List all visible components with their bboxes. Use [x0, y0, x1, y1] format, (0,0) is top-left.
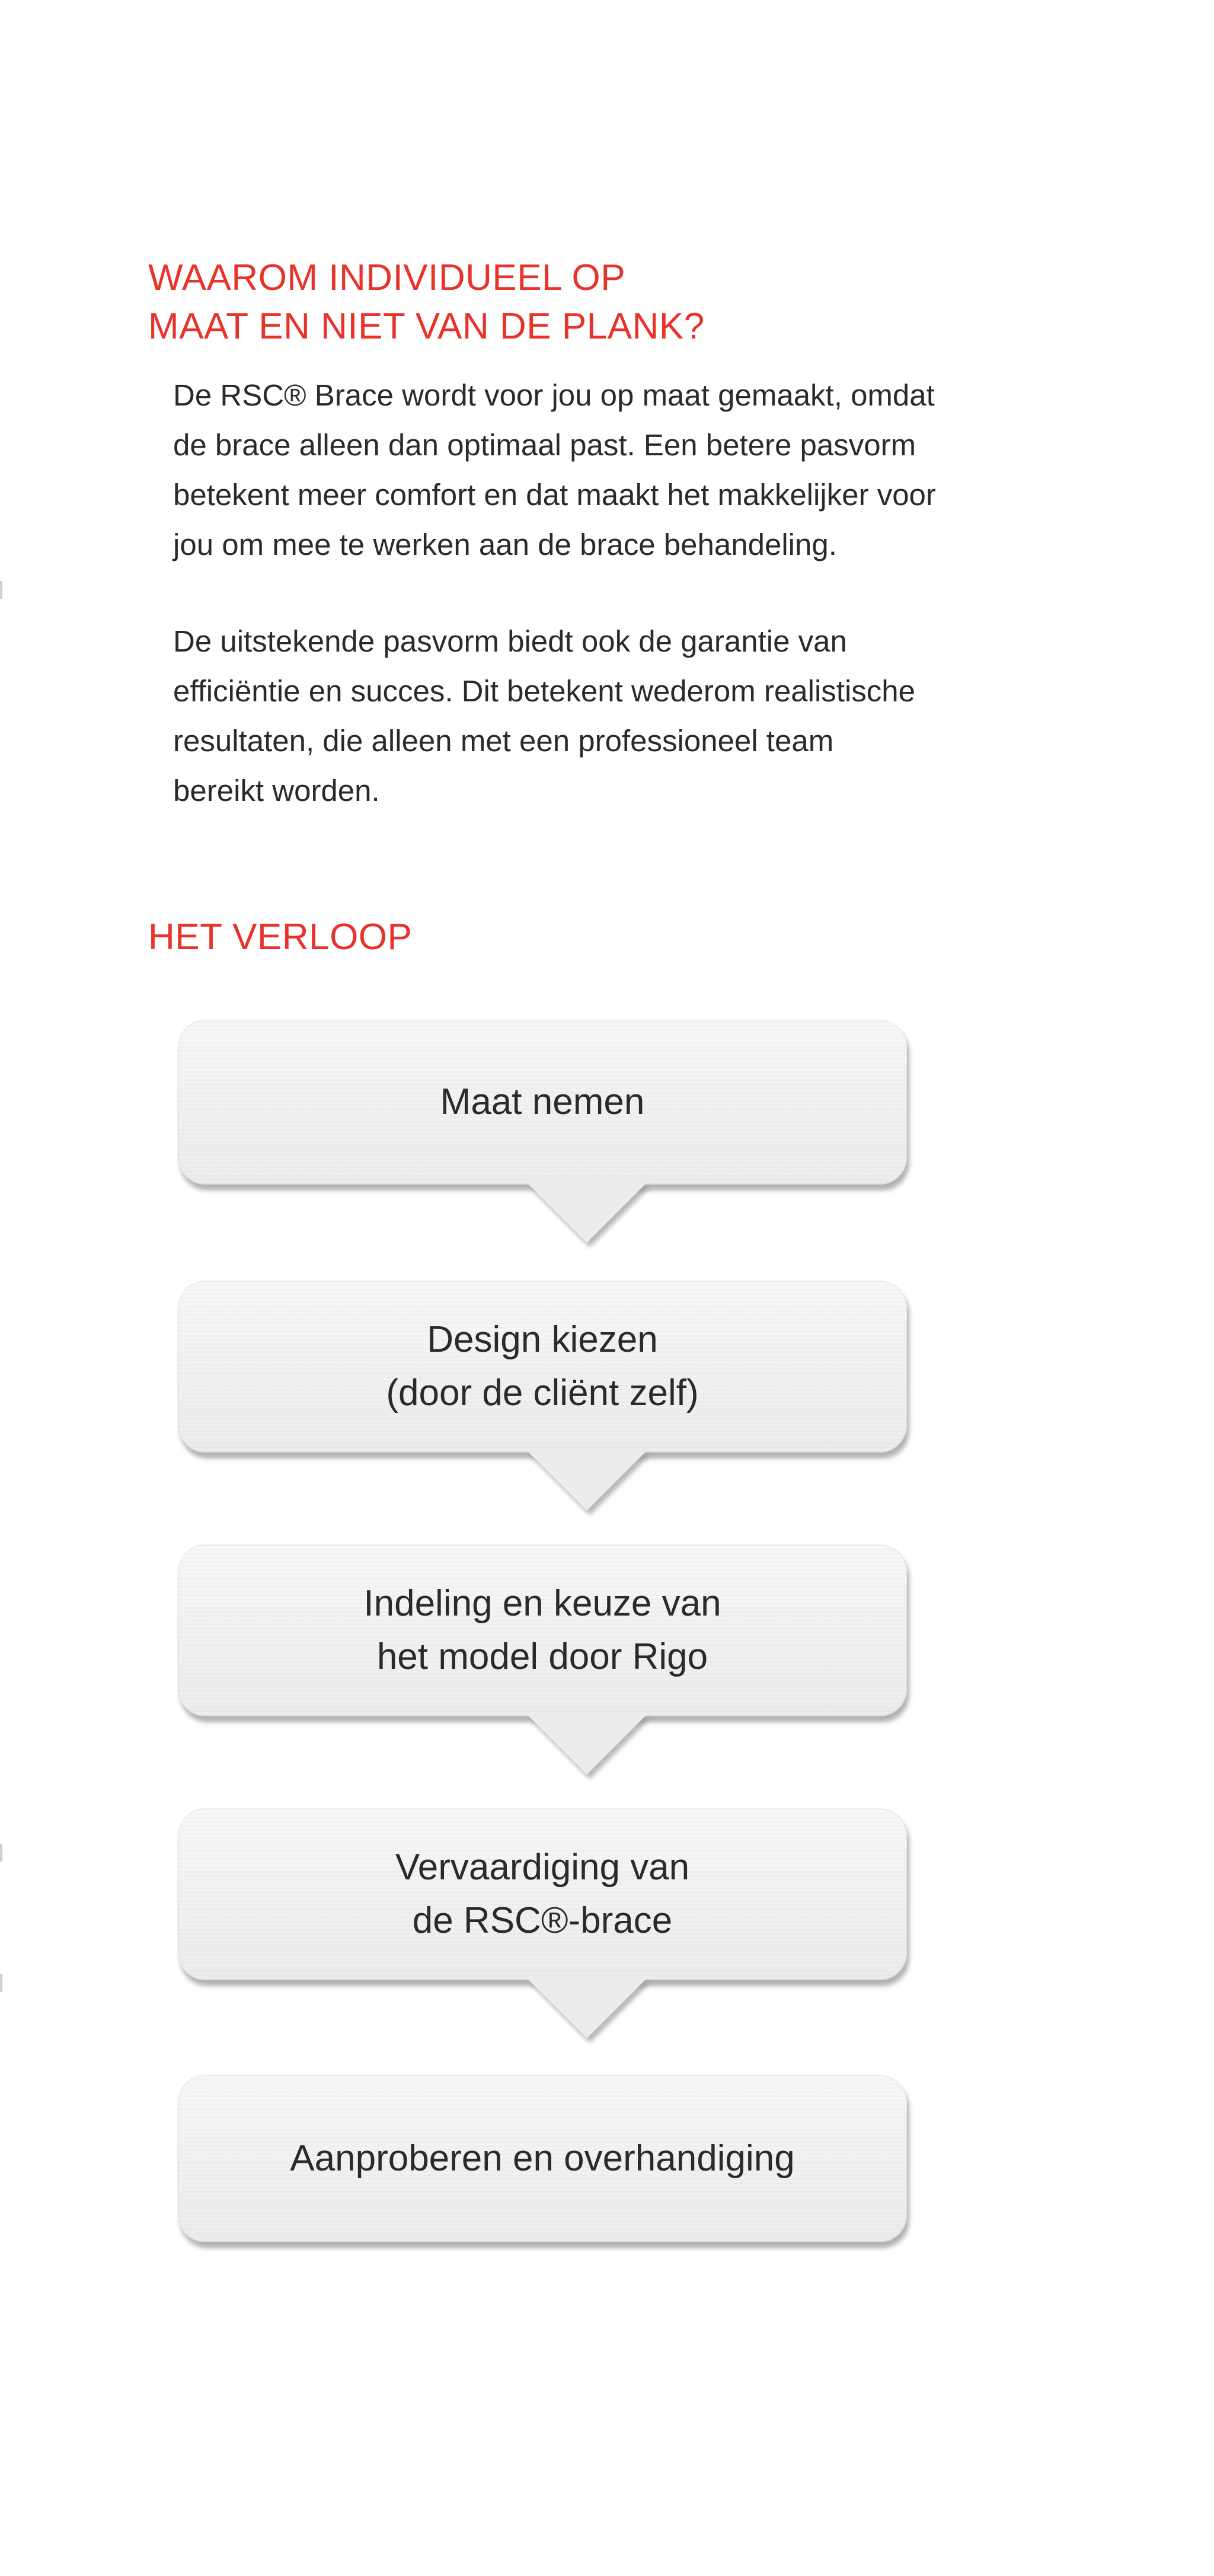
- arrow-down-icon: [528, 1451, 646, 1511]
- heading-why-custom: [148, 254, 705, 351]
- step-label-line: Indeling en keuze van: [363, 1583, 721, 1624]
- step-bubble: [178, 1020, 907, 1185]
- step-bubble: [178, 1544, 907, 1716]
- paragraph-line: betekent meer comfort en dat maakt het makkelijker voor: [173, 478, 936, 512]
- process-step-model-selection: [178, 1544, 907, 1716]
- step-bubble: [178, 2075, 907, 2242]
- step-label: [395, 1841, 689, 1948]
- step-label-line: het model door Rigo: [376, 1636, 708, 1677]
- step-label-line: Vervaardiging van: [395, 1847, 690, 1888]
- heading-line: MAAT EN NIET VAN DE PLANK?: [148, 306, 705, 347]
- arrow-down-icon: [528, 1715, 646, 1774]
- process-step-design: [178, 1281, 907, 1453]
- paragraph-line: efficiëntie en succes. Dit betekent wederom realistische: [173, 674, 916, 708]
- paragraph-custom-fit: [173, 371, 1098, 570]
- step-label-line: Maat nemen: [440, 1081, 645, 1122]
- process-step-fitting: [178, 2075, 907, 2242]
- step-label-line: (door de cliënt zelf): [386, 1372, 699, 1413]
- paragraph-line: De RSC® Brace wordt voor jou op maat gemaakt, omdat: [173, 378, 935, 412]
- paragraph-efficiency: [173, 617, 1098, 816]
- scan-edge-mark: [0, 581, 2, 599]
- step-label-line: Design kiezen: [427, 1319, 658, 1360]
- arrow-down-icon: [528, 1183, 646, 1243]
- step-label-line: de RSC®-brace: [412, 1900, 673, 1941]
- process-step-measuring: [178, 1020, 907, 1185]
- step-label: [363, 1577, 721, 1684]
- arrow-down-icon: [528, 1979, 646, 2038]
- step-bubble: [178, 1281, 907, 1453]
- paragraph-line: resultaten, die alleen met een professioneel team: [173, 724, 834, 758]
- step-label: [386, 1313, 698, 1420]
- paragraph-line: de brace alleen dan optimaal past. Een betere pasvorm: [173, 428, 916, 462]
- paragraph-line: jou om mee te werken aan de brace behandeling.: [173, 528, 837, 561]
- heading-line: WAAROM INDIVIDUEEL OP: [148, 257, 626, 298]
- paragraph-line: De uitstekende pasvorm biedt ook de garantie van: [173, 624, 847, 658]
- paragraph-line: bereikt worden.: [173, 774, 380, 807]
- step-label: [440, 1075, 645, 1129]
- step-label-line: Aanproberen en overhandiging: [290, 2138, 795, 2179]
- process-step-manufacturing: [178, 1808, 907, 1980]
- scan-edge-mark: [0, 1844, 2, 1862]
- heading-process: HET VERLOOP: [148, 917, 413, 957]
- scan-edge-mark: [0, 1974, 2, 1992]
- step-bubble: [178, 1808, 907, 1980]
- step-label: [290, 2132, 794, 2185]
